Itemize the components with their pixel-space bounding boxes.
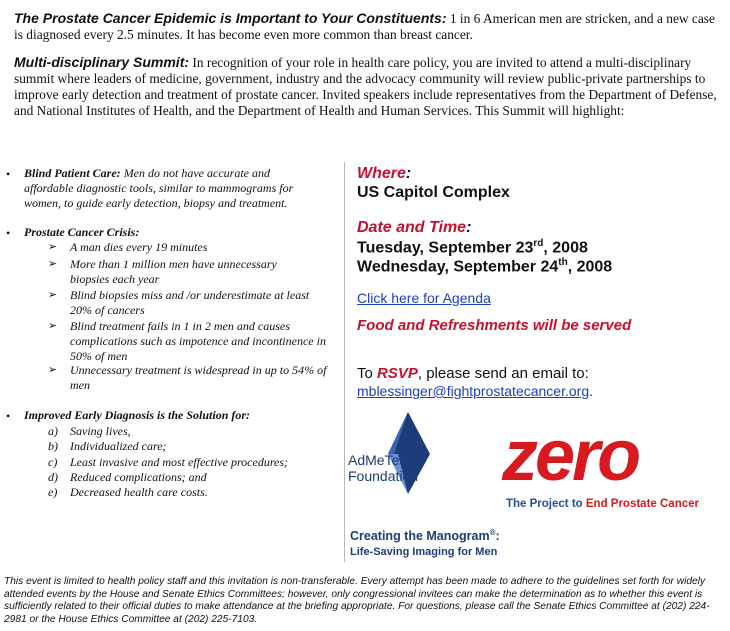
rsvp-email-line: mblessinger@fightprostatecancer.org. <box>357 383 593 399</box>
crisis-item-text: More than 1 million men have unnecessary biopsies each year <box>70 257 277 286</box>
admetech-name: AdMeTech <box>348 452 415 468</box>
crisis-item <box>0 288 340 319</box>
bullet-diagnosis: • <box>6 409 11 423</box>
crisis-item <box>0 319 340 365</box>
intro-heading-epidemic: The Prostate Cancer Epidemic is Important to Your Constituents: <box>14 10 447 26</box>
intro-text-summit: In recognition of your role in health care policy, you are invited to attend a multi-disciplinary summit where leaders of medicine, government, industry and the advocacy community will review public-private partnerships to improve early detection and treatment of prostate cancer. Invited speakers include representatives from the Department of Defense, and National Institutes of Health, and the Department of Health and Human Services. This Summit will highlight: <box>14 55 717 118</box>
bullet-crisis: • <box>6 226 11 240</box>
admetech-logo-text <box>348 452 418 484</box>
date-line-2: Wednesday, September 24th, 2008 <box>357 257 613 276</box>
crisis-item-text: Unnecessary treatment is widespread in up to 54% of men <box>70 363 327 392</box>
intro-heading-summit: Multi-disciplinary Summit: <box>14 54 190 70</box>
arrow-icon: ➢ <box>48 320 58 332</box>
footer-disclaimer: This event is limited to health policy staff and this invitation is non-transferable. Every attempt has been made to adhere to the guidelines set forth for widely attended events by the House and Senate Ethics Committees; however, only congressional invitees can make the determination as to whether this event is sufficiently related to their official duties to make attendance at the briefing appropriate. For questions, please call the Senate Ethics Committee at (202) 224-2981 or the House Ethics Committee at (202) 225-7103. <box>4 576 710 625</box>
where-label: Where: <box>357 165 412 182</box>
date-label: Date and Time: <box>357 219 472 236</box>
crisis-item <box>0 363 340 394</box>
rsvp-line: To RSVP, please send an email to: <box>357 365 589 382</box>
crisis-item-text: Blind treatment fails in 1 in 2 men and causes complications such as impotence and incontinence in 50% of men <box>70 319 326 363</box>
diagnosis-item-a: Saving lives, <box>70 424 131 438</box>
where-value: US Capitol Complex <box>357 184 510 201</box>
food-notice: Food and Refreshments will be served <box>357 317 632 334</box>
diagnosis-label-d: d) <box>48 470 58 484</box>
rsvp-word: RSVP <box>377 365 418 382</box>
arrow-icon: ➢ <box>48 289 58 301</box>
manogram-title: Creating the Manogram®: <box>350 528 500 544</box>
diagnosis-heading: Improved Early Diagnosis is the Solution for: <box>24 408 251 422</box>
blind-care-line3: women, to guide early detection, biopsy and treatment. <box>24 196 288 210</box>
column-divider <box>344 162 345 562</box>
zero-wordmark: zero <box>502 416 639 496</box>
manogram-subtitle: Life-Saving Imaging for Men <box>350 546 498 558</box>
date-line-1: Tuesday, September 23rd, 2008 <box>357 238 588 257</box>
crisis-heading: Prostate Cancer Crisis: <box>24 225 140 239</box>
diagnosis-label-a: a) <box>48 424 58 438</box>
rsvp-email-link[interactable]: mblessinger@fightprostatecancer.org <box>357 383 590 399</box>
blind-care-block <box>24 166 324 211</box>
diagnosis-item-b: Individualized care; <box>70 439 167 453</box>
intro-paragraph-summit <box>14 54 728 119</box>
diagnosis-item-e: Decreased health care costs. <box>70 485 208 499</box>
arrow-icon: ➢ <box>48 241 58 253</box>
zero-tagline: The Project to End Prostate Cancer <box>506 498 699 510</box>
crisis-item-text: Blind biopsies miss and /or underestimate at least 20% of cancers <box>70 288 310 317</box>
arrow-icon: ➢ <box>48 364 58 376</box>
crisis-item <box>0 240 340 256</box>
diagnosis-label-e: e) <box>48 485 58 499</box>
crisis-item <box>0 257 340 288</box>
admetech-foundation: Foundation <box>348 468 419 484</box>
diagnosis-item-d: Reduced complications; and <box>70 470 207 484</box>
blind-care-heading: Blind Patient Care: <box>24 166 121 180</box>
crisis-item-text: A man dies every 19 minutes <box>70 240 208 254</box>
diagnosis-label-c: c) <box>48 455 58 469</box>
diagnosis-label-b: b) <box>48 439 58 453</box>
agenda-link[interactable]: Click here for Agenda <box>357 290 491 306</box>
bullet-blind-care: • <box>6 167 11 181</box>
intro-text-epidemic: 1 in 6 American men are stricken, and a new case is diagnosed every 2.5 minutes. It has become even more common than breast cancer. <box>14 11 715 42</box>
diagnosis-item-c: Least invasive and most effective procedures; <box>70 455 289 469</box>
zero-logo <box>502 416 727 510</box>
intro-paragraph-epidemic <box>14 10 726 43</box>
blind-care-line2: affordable diagnostic tools, similar to mammograms for <box>24 181 294 195</box>
arrow-icon: ➢ <box>48 258 58 270</box>
blind-care-line1: Men do not have accurate and <box>120 166 270 180</box>
